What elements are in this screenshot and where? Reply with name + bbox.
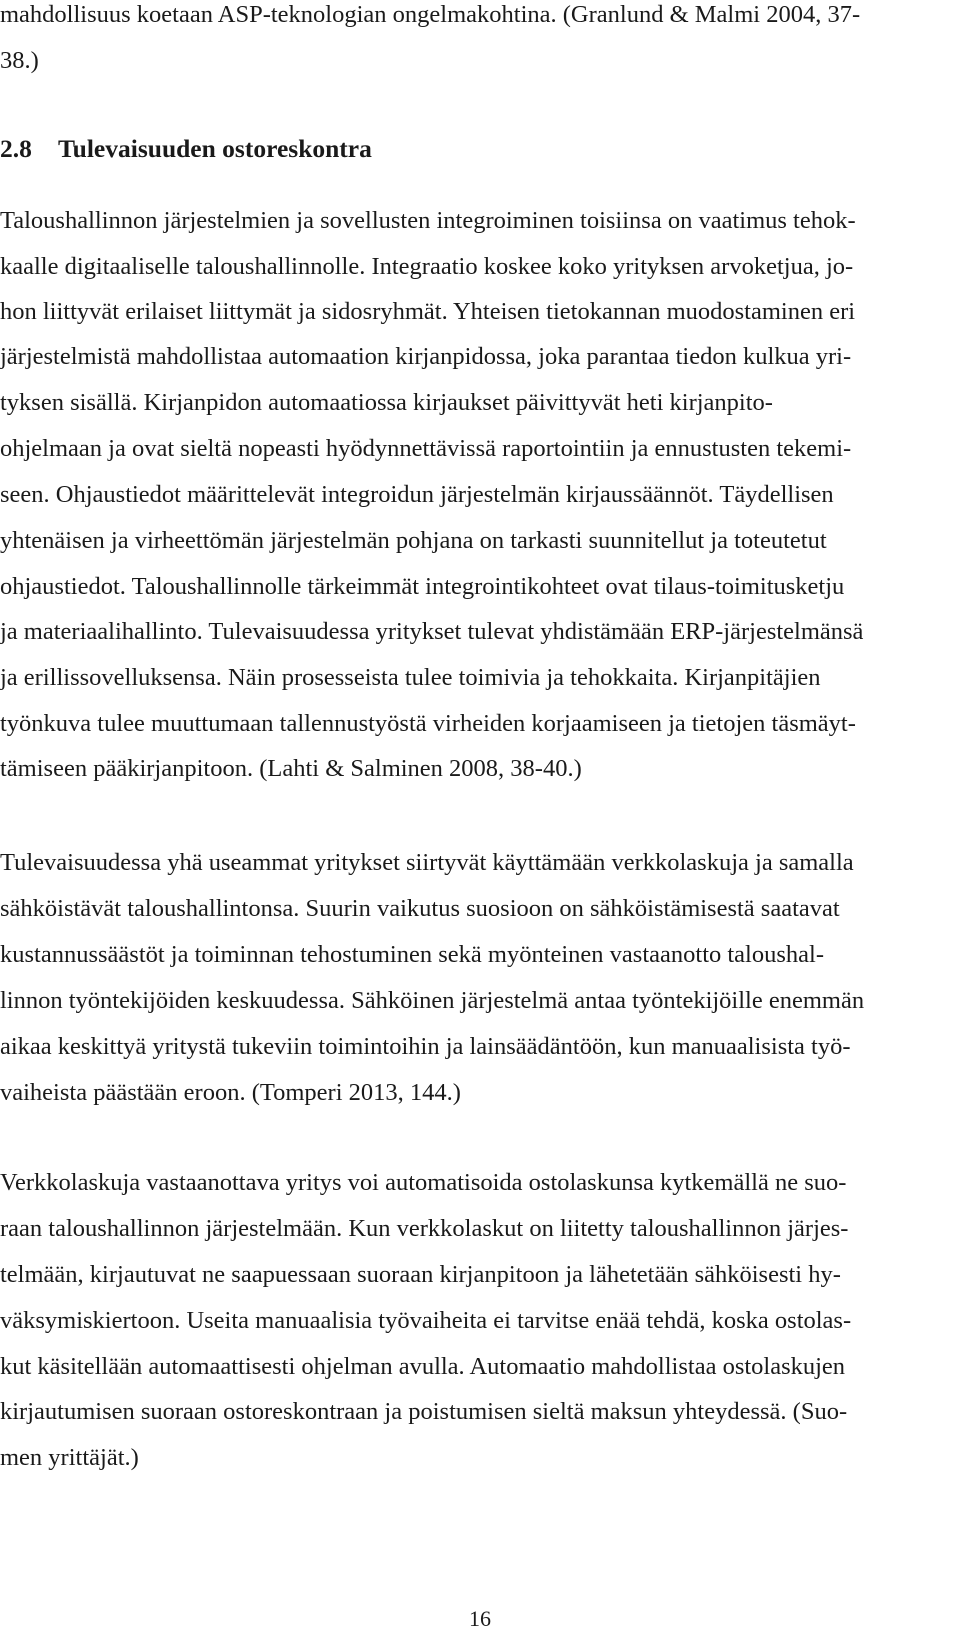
body-text-line: telmään, kirjautuvat ne saapuessaan suoraan kirjanpitoon ja lähetetään sähköisesti hy- (0, 1261, 841, 1288)
body-text-line: Taloushallinnon järjestelmien ja sovellusten integroiminen toisiinsa on vaatimus tehok- (0, 207, 856, 234)
body-text-line: linnon työntekijöiden keskuudessa. Sähköinen järjestelmä antaa työntekijöille enemmän (0, 987, 865, 1014)
body-text-line: tyksen sisällä. Kirjanpidon automaatiossa kirjaukset päivittyvät heti kirjanpito- (0, 389, 773, 416)
body-text-line: työnkuva tulee muuttumaan tallennustyöstä virheiden korjaamiseen ja tietojen täsmäyt- (0, 710, 856, 737)
body-text-line: kustannussäästöt ja toiminnan tehostuminen sekä myönteinen vastaanotto taloushal- (0, 941, 824, 968)
body-text-line: sähköistävät taloushallintonsa. Suurin vaikutus suosioon on sähköistämisestä saatavat (0, 895, 840, 922)
body-text-line: kut käsitellään automaattisesti ohjelman avulla. Automaatio mahdollistaa ostolaskujen (0, 1353, 846, 1380)
body-text-line: seen. Ohjaustiedot määrittelevät integroidun järjestelmän kirjaussäännöt. Täydellisen (0, 481, 834, 508)
body-text-line: Tulevaisuudessa yhä useammat yritykset siirtyvät käyttämään verkkolaskuja ja samalla (0, 849, 854, 876)
body-text-line: ohjaustiedot. Taloushallinnolle tärkeimmät integrointikohteet ovat tilaus-toimitusketju (0, 573, 845, 600)
body-text-line: järjestelmistä mahdollistaa automaation kirjanpidossa, joka parantaa tiedon kulkua yri- (0, 343, 852, 370)
body-text-line: men yrittäjät.) (0, 1444, 139, 1471)
body-text-line: tämiseen pääkirjanpitoon. (Lahti & Salminen 2008, 38-40.) (0, 755, 582, 782)
body-text-line: ja materiaalihallinto. Tulevaisuudessa yritykset tulevat yhdistämään ERP-järjestelmänsä (0, 618, 864, 645)
body-text-line: ohjelmaan ja ovat sieltä nopeasti hyödynnettävissä raportointiin ja ennustusten tekemi- (0, 435, 852, 462)
body-text-line: yhtenäisen ja virheettömän järjestelmän pohjana on tarkasti suunnitellut ja toteutetut (0, 527, 827, 554)
body-text-line: Verkkolaskuja vastaanottava yritys voi automatisoida ostolaskunsa kytkemällä ne suo- (0, 1169, 847, 1196)
body-text-line: hon liittyvät erilaiset liittymät ja sidosryhmät. Yhteisen tietokannan muodostaminen eri (0, 298, 856, 325)
body-text-line: ja erillissovelluksensa. Näin prosesseista tulee toimivia ja tehokkaita. Kirjanpitäjien (0, 664, 821, 691)
section-number: 2.8 (0, 134, 32, 163)
body-text-line: 38.) (0, 47, 39, 74)
body-text-line: vaiheista päästään eroon. (Tomperi 2013, 144.) (0, 1079, 461, 1106)
body-text-line: mahdollisuus koetaan ASP-teknologian ongelmakohtina. (Granlund & Malmi 2004, 37- (0, 1, 861, 28)
section-heading (0, 134, 372, 164)
page-number: 16 (469, 1606, 491, 1631)
body-text-line: aikaa keskittyä yritystä tukeviin toimintoihin ja lainsäädäntöön, kun manuaalisista työ- (0, 1033, 851, 1060)
body-text-line: kirjautumisen suoraan ostoreskontraan ja poistumisen sieltä maksun yhteydessä. (Suo- (0, 1398, 848, 1425)
body-text-line: väksymiskiertoon. Useita manuaalisia työvaiheita ei tarvitse enää tehdä, koska ostolas- (0, 1307, 852, 1334)
body-text-line: kaalle digitaaliselle taloushallinnolle. Integraatio koskee koko yrityksen arvoketjua, jo- (0, 253, 854, 280)
body-text-line: raan taloushallinnon järjestelmään. Kun verkkolaskut on liitetty taloushallinnon järjes- (0, 1215, 849, 1242)
section-title: Tulevaisuuden ostoreskontra (58, 134, 372, 163)
